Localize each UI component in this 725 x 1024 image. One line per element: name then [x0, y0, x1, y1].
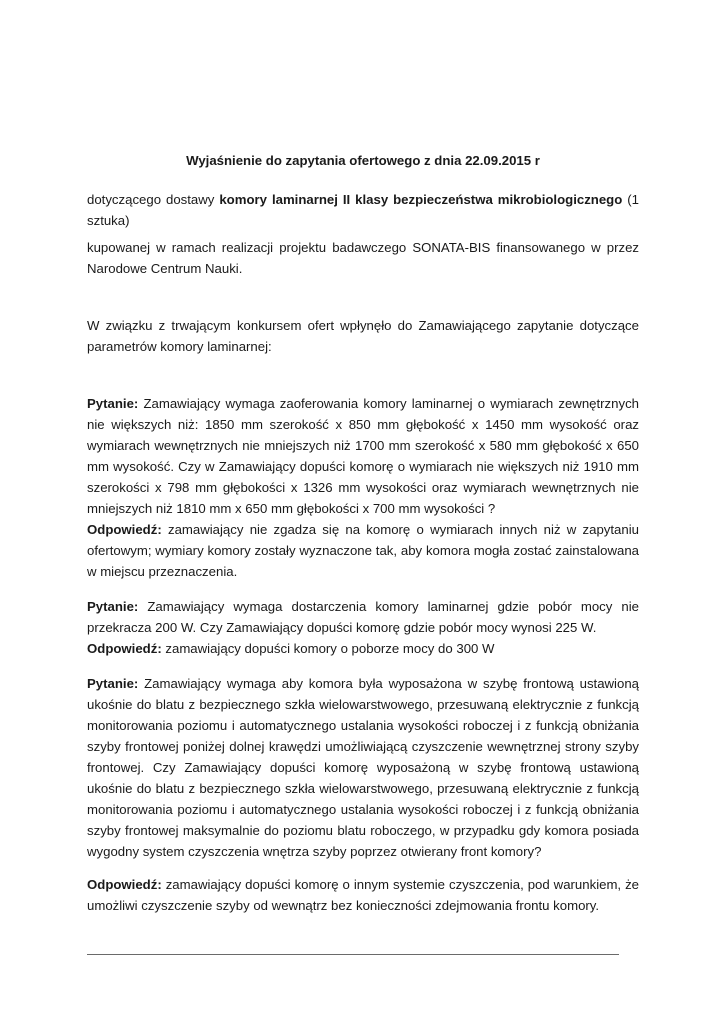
answer-1 [87, 519, 639, 582]
question-label: Pytanie: [87, 599, 139, 614]
intro-subject-suffix: (1 sztuka) [87, 192, 639, 228]
answer-text: zamawiający dopuści komory o poborze mocy do 300 W [161, 641, 495, 656]
intro-context: W związku z trwającym konkursem ofert wpłynęło do Zamawiającego zapytanie dotyczące parametrów komory laminarnej: [87, 318, 639, 354]
answer-2 [87, 638, 639, 659]
answer-3 [87, 874, 639, 916]
question-1 [87, 393, 639, 519]
answer-text: zamawiający nie zgadza się na komorę o wymiarach innych niż w zapytaniu ofertowym; wymiary komory zostały wyznaczone tak, aby komora mogła zostać zainstalowana w miejscu przeznaczenia. [87, 522, 639, 579]
question-label: Pytanie: [87, 396, 139, 411]
question-text: Zamawiający wymaga dostarczenia komory laminarnej gdzie pobór mocy nie przekracza 200 W. Czy Zamawiający dopuści komorę gdzie pobór mocy wynosi 225 W. [87, 599, 639, 635]
answer-label: Odpowiedź: [87, 641, 162, 656]
footer-divider [87, 954, 619, 955]
document-title: Wyjaśnienie do zapytania ofertowego z dnia 22.09.2015 r [186, 153, 540, 168]
document-body [87, 150, 639, 926]
question-3 [87, 673, 639, 862]
answer-label: Odpowiedź: [87, 877, 162, 892]
intro-subject-prefix: dotyczącego dostawy [87, 192, 220, 207]
intro-subject-bold: komory laminarnej II klasy bezpieczeństwa mikrobiologicznego [219, 192, 623, 207]
answer-text: zamawiający dopuści komorę o innym systemie czyszczenia, pod warunkiem, że umożliwi czyszczenie szyby od wewnątrz bez konieczności zdejmowania frontu komory. [87, 877, 639, 913]
intro-project: kupowanej w ramach realizacji projektu badawczego SONATA-BIS finansowanego w przez Narodowe Centrum Nauki. [87, 240, 639, 276]
question-text: Zamawiający wymaga aby komora była wyposażona w szybę frontową ustawioną ukośnie do blatu z bezpiecznego szkła wielowarstwowego, przesuwaną elektrycznie z funkcją monitorowania poziomu i automatycznego ustalania wysokości roboczej i z funkcją obniżania szyby frontowej poniżej dolnej krawędzi umożliwiającą czyszczenie wewnętrznej strony szyby frontowej. Czy Zamawiający dopuści komorę wyposażoną w szybę frontową ustawioną ukośnie do blatu z bezpiecznego szkła wielowarstwowego, przesuwaną elektrycznie z funkcją monitorowania poziomu i automatycznego ustalania wysokości roboczej i z funkcją obniżania szyby frontowej maksymalnie do poziomu blatu roboczego, w przypadku gdy komora posiada wygodny system czyszczenia wnętrza szyby poprzez otwierany front komory? [87, 676, 639, 859]
question-2 [87, 596, 639, 638]
answer-label: Odpowiedź: [87, 522, 162, 537]
intro-subject [87, 189, 639, 231]
question-text: Zamawiający wymaga zaoferowania komory laminarnej o wymiarach zewnętrznych nie większych niż: 1850 mm szerokość x 850 mm głębokość x 1450 mm wysokość oraz wymiarach wewnętrznych nie mniejszych niż 1700 mm szerokość x 580 mm głębokość x 650 mm wysokość. Czy w Zamawiający dopuści komorę o wymiarach nie większych niż 1910 mm szerokości x 798 mm głębokości x 1326 mm wysokości oraz wymiarach wewnętrznych nie mniejszych niż 1810 mm x 650 mm głębokości x 700 mm wysokości ? [87, 396, 639, 516]
question-label: Pytanie: [87, 676, 139, 691]
